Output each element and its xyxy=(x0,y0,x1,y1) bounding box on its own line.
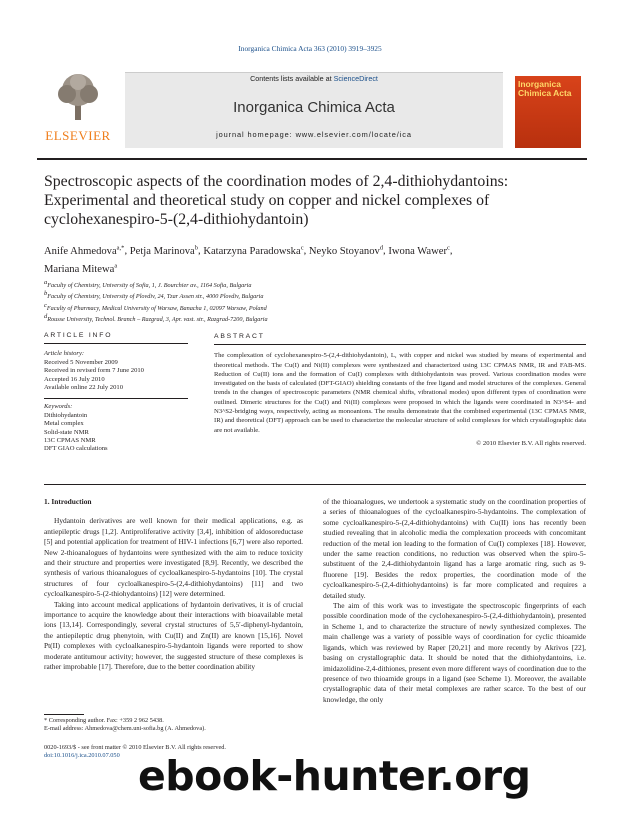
history-item: Received in revised form 7 June 2010 xyxy=(44,367,144,375)
abstract-heading: ABSTRACT xyxy=(214,332,586,345)
paragraph: Taking into account medical applications of hydantoin derivatives, it is of crucial importance to acquire the knowledge about their interactions with bioavailable metal ions [13,14]. Correspondingly, several crystal structures of 5,5′-diphenyl-hydantoin, the antiepileptic drug phenytoin, with Cu(II) and Zn(II) are known [15,16]. Novel Pt(II) complexes with cycloalkanespiro-5-hydantoin ligands were reported to show moderate antitumour activity; however, the suggested structure of these complexes is rather improbable [17]. Therefore, due to the better coordination ability xyxy=(44,599,303,672)
paragraph: of the thioanalogues, we undertook a systematic study on the coordination properties of a series of thioanalogues of the cycloalkanespiro-5-hydantoins. The complexation of some cycloalkanespiro-5-(2,4-dithiohydantoins) with Cu(II) ions has recently been studied revealing that in alcoholic media the complexation proceeds with concomitant reduction of the metal ion leading to the formation of Cu(I) complexes [18]. However, under the same reaction conditions, no reduction was observed when the spiro-5-substituent of the 2,4-dithiohydantoin ligand has a large aromatic ring, such as 9-fluorene [19]. Besides the redox properties, the coordination mode of the cycloalkanespiro-5-(2,4-dithiohydantoins) is far more complicated and requires a detailed study. xyxy=(323,497,586,600)
abstract-rule xyxy=(44,484,586,485)
affiliation: $^b$Faculty of Chemistry, University of Plovdiv, 24, Tzar Assen str., 4000 Plovdiv, Bulgaria xyxy=(44,290,264,301)
issn: 0020-1693/$ - see front matter © 2010 Elsevier B.V. All rights reserved. xyxy=(44,744,226,751)
keywords xyxy=(44,398,188,453)
author[interactable]: Mariana Mitewa$^a$ xyxy=(44,262,118,276)
article-info xyxy=(44,332,188,454)
contents-line: Contents lists available at ScienceDirect xyxy=(250,74,378,83)
publisher-name: ELSEVIER xyxy=(45,128,111,143)
journal-citation[interactable]: Inorganica Chimica Acta 363 (2010) 3919–3925 xyxy=(238,44,382,53)
keyword: 13C CPMAS NMR xyxy=(44,437,96,445)
doi-link[interactable]: doi:10.1016/j.ica.2010.07.050 xyxy=(44,752,120,759)
journal-title: Inorganica Chimica Acta xyxy=(233,99,395,116)
article-info-heading: ARTICLE INFO xyxy=(44,332,188,344)
watermark: ebook-hunter.org xyxy=(138,752,620,812)
footnote xyxy=(44,717,304,733)
journal-masthead xyxy=(37,62,587,152)
history-item: Accepted 16 July 2010 xyxy=(44,375,105,383)
section-heading: 1. Introduction xyxy=(44,497,92,506)
body-column-left xyxy=(44,497,303,673)
affiliations xyxy=(44,279,584,324)
affiliation: $^c$Faculty of Pharmacy, Medical University of Warsaw, Banacha 1, 02097 Warsaw, Poland xyxy=(44,301,267,312)
footnote-rule xyxy=(44,714,84,715)
history-item: Received 5 November 2009 xyxy=(44,358,118,366)
history-label: Article history: xyxy=(44,350,85,358)
author[interactable]: Neyko Stoyanov$^d$ xyxy=(308,244,384,257)
author[interactable]: Katarzyna Paradowska$^c$ xyxy=(203,244,304,257)
copyright: © 2010 Elsevier B.V. All rights reserved. xyxy=(476,439,586,447)
author[interactable]: Petja Marinova$^b$ xyxy=(129,244,199,257)
paragraph: The aim of this work was to investigate the spectroscopic fingerprints of each possible coordination mode of the cyclohexanespiro-5-(2,4-dithiohydantoin), presented in Scheme 1, and to characterize the structure of newly synthesized complexes. The main challenge was a variety of possible ways of coordination for cyclic thioamide ligands, which was reviewed by Raper [20,21] and more recently by Akrivos [22], basing on crystallographic data. It should be noted that the dithiohydantoins, i.e. imidazolidine-2,4-dithiones, present even more different ways of coordination due to the presence of two thioamide groups in a ligand (see Scheme 1). Moreover, the available crystallographic data of their metal complexes are rather scarce. To the best of our knowledge, the only xyxy=(323,601,586,704)
author[interactable]: Anife Ahmedova$^{a,*}$ xyxy=(44,244,125,257)
author[interactable]: Iwona Wawer$^c$ xyxy=(388,244,450,257)
history-item: Available online 22 July 2010 xyxy=(44,384,123,392)
body-column-right xyxy=(323,497,586,705)
author-list: Anife Ahmedova$^{a,*}$, Petja Marinova$^b$, Katarzyna Paradowska$^c$, Neyko Stoyanov$^d$, Iwona Wawer$^c$, Mariana Mitewa$^a$ xyxy=(44,244,453,276)
elsevier-logo xyxy=(37,70,119,144)
abstract-text: The complexation of cyclohexanespiro-5-(2,4-dithiohydantoin), L, with copper and nickel was studied by means of experimental and theoretical methods. The Cu(I) and Ni(II) complexes were synthesized and characterized using 13C CPMAS NMR, IR and FAB-MS. Reduction of Cu(II) ions and the formation of Cu(I) complexes with dithiohydantoin was proved. Various coordination modes were investigated on the basis of calculated (DFT-GIAO) shielding constants of the free ligand and model structures of the complexes. General trends in the changes of spectroscopic parameters (NMR chemical shifts, vibrational modes) upon different types of coordination were outlined. Dimeric structures for the Cu(I) and Ni(II) complexes were proposed in which the ligands were coordinated in N3^S4- and N3^S2-bridging ways, respectively, acting as monoanions. The results demonstrate that the combined experimental (13C CPMAS NMR, IR) and theoretical (DFT) approach can be used to characterize the molecular structure of solid complexes for which crystallographic data are not available. xyxy=(214,352,586,434)
keyword: Solid-state NMR xyxy=(44,428,89,436)
elsevier-tree-icon xyxy=(53,72,103,122)
journal-cover: Inorganica Chimica Acta xyxy=(515,76,581,148)
keyword: DFT GIAO calculations xyxy=(44,445,108,453)
affiliation: $^d$Rousse University, Technol. Branch – Razgrad, 3, Apr. vast. str., Razgrad-7200, Bulgaria xyxy=(44,312,268,323)
header-rule xyxy=(37,158,587,160)
keyword: Dithiohydantoin xyxy=(44,411,88,419)
footnote-email[interactable]: E-mail address: Ahmedova@chem.uni-sofia.bg (A. Ahmedova). xyxy=(44,725,206,732)
journal-homepage[interactable]: journal homepage: www.elsevier.com/locate/ica xyxy=(216,130,412,139)
abstract xyxy=(214,332,586,448)
affiliation: $^a$Faculty of Chemistry, University of Sofia, 1, J. Bourchier av., 1164 Sofia, Bulgaria xyxy=(44,279,252,290)
paragraph: Hydantoin derivatives are well known for their medical applications, e.g. as antiepileptic drugs [1,2]. Antiproliferative activity [3,4], inhibition of aldosoreductase [5] and potential application for treatment of HIV-1 infections [6,7] were also reported. New 2-thioanalogues of hydantoins were synthesized with the aim to reduce toxicity and their structure and properties were investigated [8,9]. Recently, we described the synthesis of various thioanalogues of cycloalkanespiro-5-hydantoins [10]. The crystal structures of four cycloalkanespiro-5-(2,4-dithiohydantoins) [11] and two cycloalkanespiro-5-(2-thiohydantoins) [12] were determined. xyxy=(44,516,303,599)
footnote-corresponding: * Corresponding author. Fax: +359 2 962 5438. xyxy=(44,717,164,724)
keywords-label: Keywords: xyxy=(44,403,73,411)
article-title: Spectroscopic aspects of the coordination modes of 2,4-dithiohydantoins: Experimental and theoretical study on copper and nickel complexes of cyclohexanespiro-5-(2,4-dithiohydantoin) xyxy=(44,173,509,228)
sciencedirect-link[interactable]: ScienceDirect xyxy=(333,74,378,83)
keyword: Metal complex xyxy=(44,420,84,428)
